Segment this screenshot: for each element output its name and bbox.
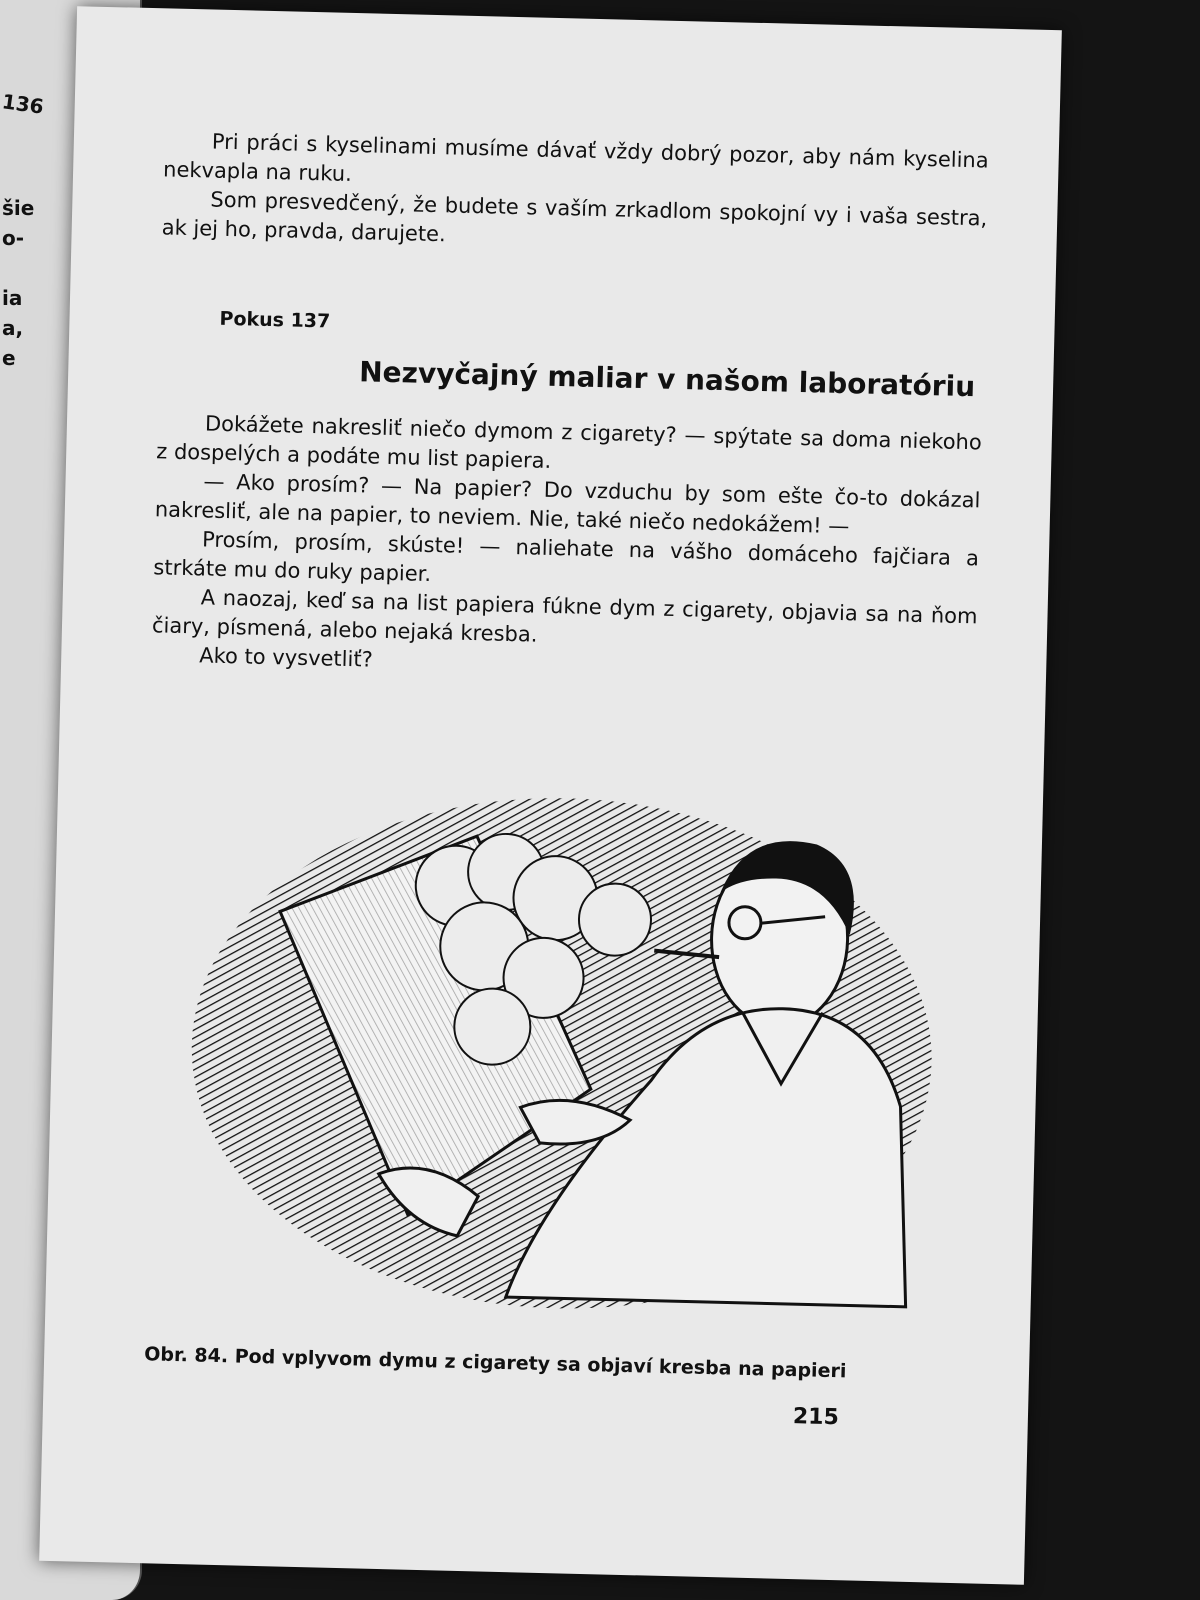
experiment-title: Nezvyčajný maliar v našom laboratóriu	[358, 355, 976, 404]
margin-fragment: o-	[2, 226, 25, 250]
body-text	[151, 408, 982, 689]
intro-text	[161, 126, 989, 262]
experiment-label: Pokus 137	[219, 307, 331, 333]
paragraph: Dokážete nakresliť niečo dymom z cigarety? — spýtate sa doma niekoho z dospelých a podáte mu list papiera.	[155, 411, 983, 473]
margin-fragment: šie	[2, 196, 35, 220]
paragraph: — Ako prosím? — Na papier? Do vzduchu by som ešte čo-to dokázal nakresliť, ale na papier, to neviem. Nie, také niečo nedokážem! —	[154, 469, 981, 539]
figure-caption: Obr. 84. Pod vplyvom dymu z cigarety sa objaví kresba na papieri	[143, 1343, 847, 1383]
left-page-number: 136	[0, 89, 46, 119]
page-number: 215	[792, 1404, 840, 1431]
margin-fragment: ia	[2, 286, 23, 310]
paragraph: Som presvedčený, že budete s vaším zrkadlom spokojní vy i vaša sestra, ak jej ho, pravda, darujete.	[161, 187, 988, 247]
paragraph: Ako to vysvetliť?	[199, 643, 374, 672]
paragraph: Prosím, prosím, skúste! — naliehate na vášho domáceho fajčiara a strkáte mu do ruky papier.	[153, 527, 980, 587]
margin-fragment: a,	[2, 316, 24, 340]
smoking-man-illustration	[175, 769, 948, 1327]
paragraph: A naozaj, keď sa na list papiera fúkne dym z cigarety, objavia sa na ňom čiary, písmená, alebo nejaká kresba.	[151, 585, 978, 647]
paragraph: Pri práci s kyselinami musíme dávať vždy dobrý pozor, aby nám kyselina nekvapla na ruku.	[162, 129, 989, 186]
book-page	[39, 6, 1062, 1585]
margin-fragment: e	[2, 346, 16, 370]
